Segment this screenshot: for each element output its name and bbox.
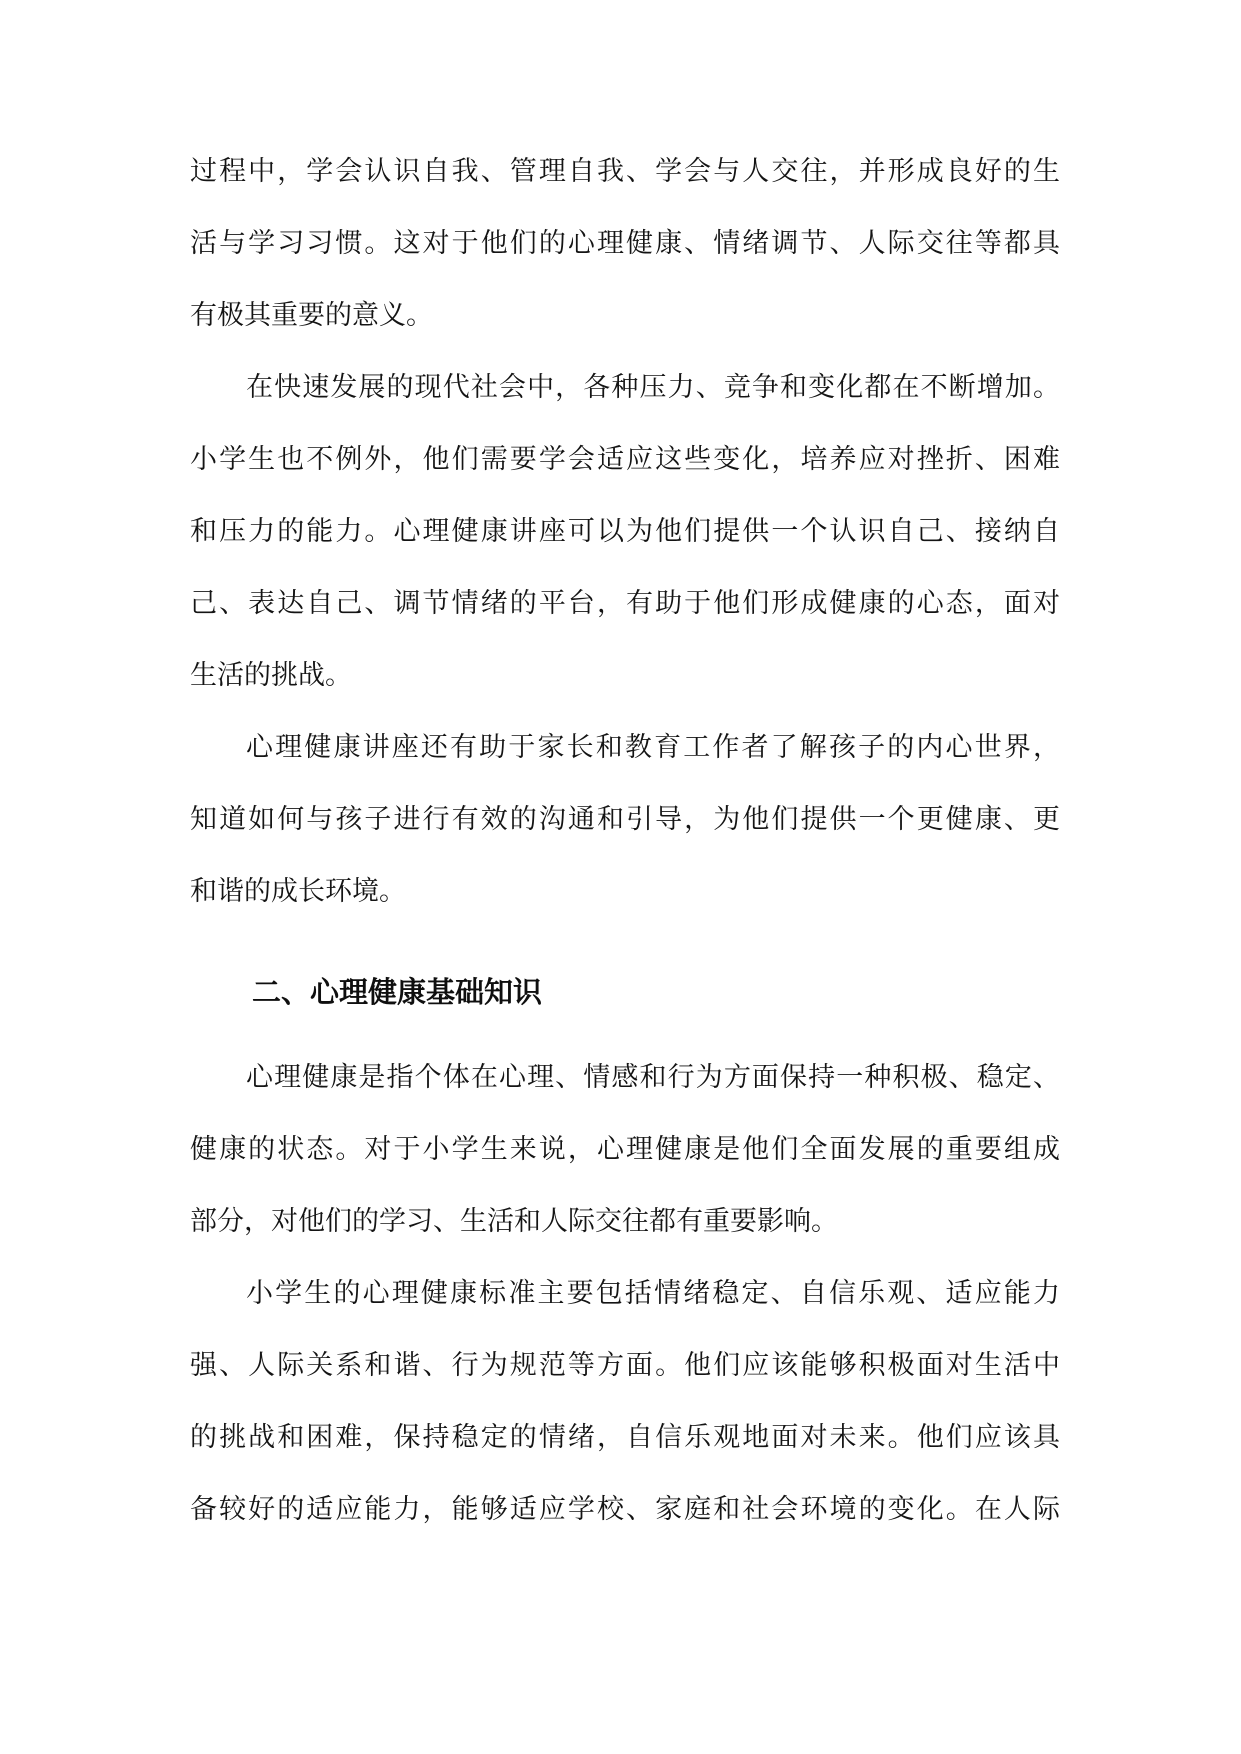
body-text-line: 部分，对他们的学习、生活和人际交往都有重要影响。	[190, 1206, 838, 1237]
body-text-line: 生活的挑战。	[190, 660, 352, 691]
body-text-line: 的挑战和困难，保持稳定的情绪，自信乐观地面对未来。他们应该具	[190, 1422, 1060, 1453]
body-text-line: 过程中，学会认识自我、管理自我、学会与人交往，并形成良好的生	[190, 156, 1060, 187]
body-text-line: 己、表达自己、调节情绪的平台，有助于他们形成健康的心态，面对	[190, 588, 1060, 619]
body-text-line: 小学生的心理健康标准主要包括情绪稳定、自信乐观、适应能力	[246, 1278, 1060, 1309]
body-text-line: 心理健康是指个体在心理、情感和行为方面保持一种积极、稳定、	[246, 1062, 1060, 1093]
body-text-line: 在快速发展的现代社会中，各种压力、竞争和变化都在不断增加。	[246, 372, 1060, 403]
body-text-line: 知道如何与孩子进行有效的沟通和引导，为他们提供一个更健康、更	[190, 804, 1060, 835]
body-text-line: 健康的状态。对于小学生来说，心理健康是他们全面发展的重要组成	[190, 1134, 1060, 1165]
body-text-line: 备较好的适应能力，能够适应学校、家庭和社会环境的变化。在人际	[190, 1494, 1060, 1525]
body-text-line: 心理健康讲座还有助于家长和教育工作者了解孩子的内心世界，	[246, 732, 1060, 763]
body-text-line: 有极其重要的意义。	[190, 300, 433, 331]
body-text-line: 活与学习习惯。这对于他们的心理健康、情绪调节、人际交往等都具	[190, 228, 1060, 259]
body-text-line: 和压力的能力。心理健康讲座可以为他们提供一个认识自己、接纳自	[190, 516, 1060, 547]
section-heading: 二、心理健康基础知识	[252, 975, 543, 1009]
body-text-line: 和谐的成长环境。	[190, 876, 406, 907]
body-text-line: 强、人际关系和谐、行为规范等方面。他们应该能够积极面对生活中	[190, 1350, 1060, 1381]
body-text-line: 小学生也不例外，他们需要学会适应这些变化，培养应对挫折、困难	[190, 444, 1060, 475]
